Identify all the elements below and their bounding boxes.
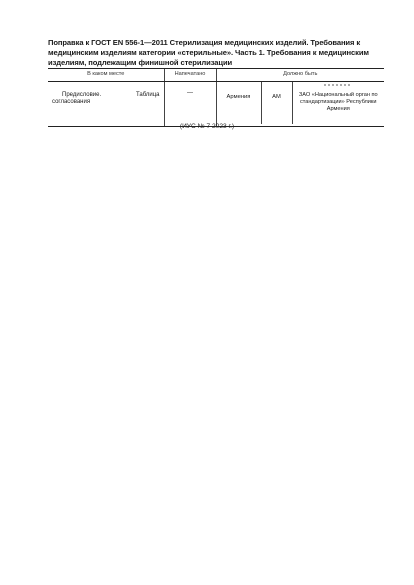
cell-country: Армения: [226, 93, 251, 100]
cell-organization: [292, 82, 385, 124]
table-row: [48, 81, 384, 126]
cell-location: Предисловие. Таблица согласования: [48, 81, 164, 126]
ius-reference: (ИУС № 7 2023 г.): [179, 123, 235, 130]
amendment-table: [48, 68, 384, 127]
amendment-title: Поправка к ГОСТ EN 556-1—2011 Стерилизация медицинских изделий. Требования к медицинским изделиям категории «стерильные». Часть 1. Требования к медицинским изделиям, подлежащим финишной стерилизации: [48, 38, 369, 67]
scan-smudge: [324, 84, 352, 86]
cell-country-code: AM: [261, 82, 292, 124]
header-should-be: Должно быть: [216, 69, 384, 82]
header-location: В каком месте: [48, 69, 164, 82]
cell-printed: —: [164, 81, 216, 126]
header-printed: Напечатано: [164, 69, 216, 82]
organization-text: ЗАО «Национальный орган по стандартизации» Республики Армения: [298, 91, 378, 112]
cell-should-be: [216, 81, 384, 126]
should-be-subtable: [217, 82, 385, 124]
table-header-row: [48, 69, 384, 82]
